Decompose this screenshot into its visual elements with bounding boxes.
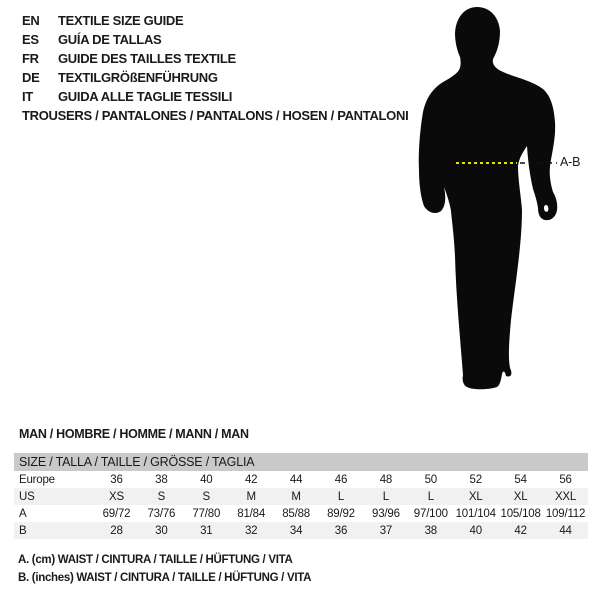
note-b-inches: B. (inches) WAIST / CINTURA / TAILLE / HÜFTUNG / VITA [18, 572, 312, 584]
language-code: EN [22, 13, 40, 28]
table-cell: 56 [559, 473, 572, 486]
table-cell: M [246, 490, 256, 503]
size-table-header: SIZE / TALLA / TAILLE / GRÖSSE / TAGLIA [14, 453, 588, 471]
table-cell: 50 [424, 473, 437, 486]
language-title: GUIDA ALLE TAGLIE TESSILI [58, 89, 233, 104]
language-code: IT [22, 89, 33, 104]
measure-label: A-B [560, 155, 581, 169]
size-table-header-row [14, 453, 588, 471]
table-row-a-cm [14, 505, 588, 522]
language-row-de [22, 68, 236, 87]
table-cell: 38 [424, 524, 437, 537]
table-cell: 52 [469, 473, 482, 486]
table-cell: 81/84 [237, 507, 266, 520]
language-code: DE [22, 70, 40, 85]
table-cell: XL [513, 490, 528, 503]
table-cell: 34 [289, 524, 303, 537]
table-cell: 48 [379, 473, 393, 486]
table-cell: 38 [155, 473, 168, 486]
language-title: GUIDE DES TAILLES TEXTILE [58, 51, 236, 66]
row-label: B [19, 524, 27, 537]
table-cell: XXL [554, 490, 577, 503]
table-cell: 69/72 [102, 507, 131, 520]
table-cell: L [382, 490, 389, 503]
table-cell: 28 [110, 524, 123, 537]
row-label: US [19, 490, 35, 503]
table-cell: 36 [110, 473, 123, 486]
table-cell: 46 [334, 473, 348, 486]
table-cell: 31 [200, 524, 213, 537]
table-cell: 101/104 [455, 507, 496, 520]
table-cell: 37 [379, 524, 393, 537]
section-title-man: MAN / HOMBRE / HOMME / MANN / MAN [19, 427, 249, 441]
row-label: A [19, 507, 27, 520]
man-silhouette-icon [400, 0, 600, 420]
table-cell: 109/112 [545, 507, 586, 520]
language-title: TEXTILE SIZE GUIDE [58, 13, 184, 28]
table-cell: 44 [559, 524, 572, 537]
language-row-fr [22, 49, 236, 68]
table-cell: 54 [514, 473, 527, 486]
table-cell: 73/76 [147, 507, 176, 520]
language-list [22, 11, 236, 106]
table-cell: 30 [155, 524, 168, 537]
language-title: GUÍA DE TALLAS [58, 32, 162, 47]
table-cell: 77/80 [192, 507, 221, 520]
table-cell: S [202, 490, 210, 503]
table-cell: 36 [334, 524, 348, 537]
language-code: ES [22, 32, 39, 47]
language-row-en [22, 11, 236, 30]
table-row-europe [14, 471, 588, 488]
table-cell: L [427, 490, 434, 503]
table-row-b-inches [14, 522, 588, 539]
language-row-it [22, 87, 236, 106]
table-cell: 40 [469, 524, 482, 537]
table-cell: 89/92 [327, 507, 355, 520]
table-cell: M [291, 490, 301, 503]
size-table [14, 453, 588, 539]
note-a-cm: A. (cm) WAIST / CINTURA / TAILLE / HÜFTUNG / VITA [18, 554, 293, 566]
table-cell: L [337, 490, 345, 503]
table-cell: 97/100 [413, 507, 448, 520]
row-label: Europe [19, 473, 55, 486]
table-cell: XS [108, 490, 124, 503]
table-cell: S [157, 490, 166, 503]
table-cell: XL [468, 490, 483, 503]
table-cell: 40 [200, 473, 213, 486]
table-cell: 42 [514, 524, 527, 537]
product-category-title: TROUSERS / PANTALONES / PANTALONS / HOSEN / PANTALONI [22, 108, 409, 123]
measurement-notes [18, 551, 311, 587]
table-row-us [14, 488, 588, 505]
table-cell: 44 [289, 473, 303, 486]
size-guide-figure [400, 0, 600, 420]
language-title: TEXTILGRÖßENFÜHRUNG [58, 70, 218, 85]
table-cell: 105/108 [500, 507, 541, 520]
language-code: FR [22, 51, 39, 66]
table-cell: 32 [244, 524, 258, 537]
language-row-es [22, 30, 236, 49]
table-cell: 85/88 [282, 507, 310, 520]
table-cell: 93/96 [372, 507, 400, 520]
table-cell: 42 [244, 473, 258, 486]
